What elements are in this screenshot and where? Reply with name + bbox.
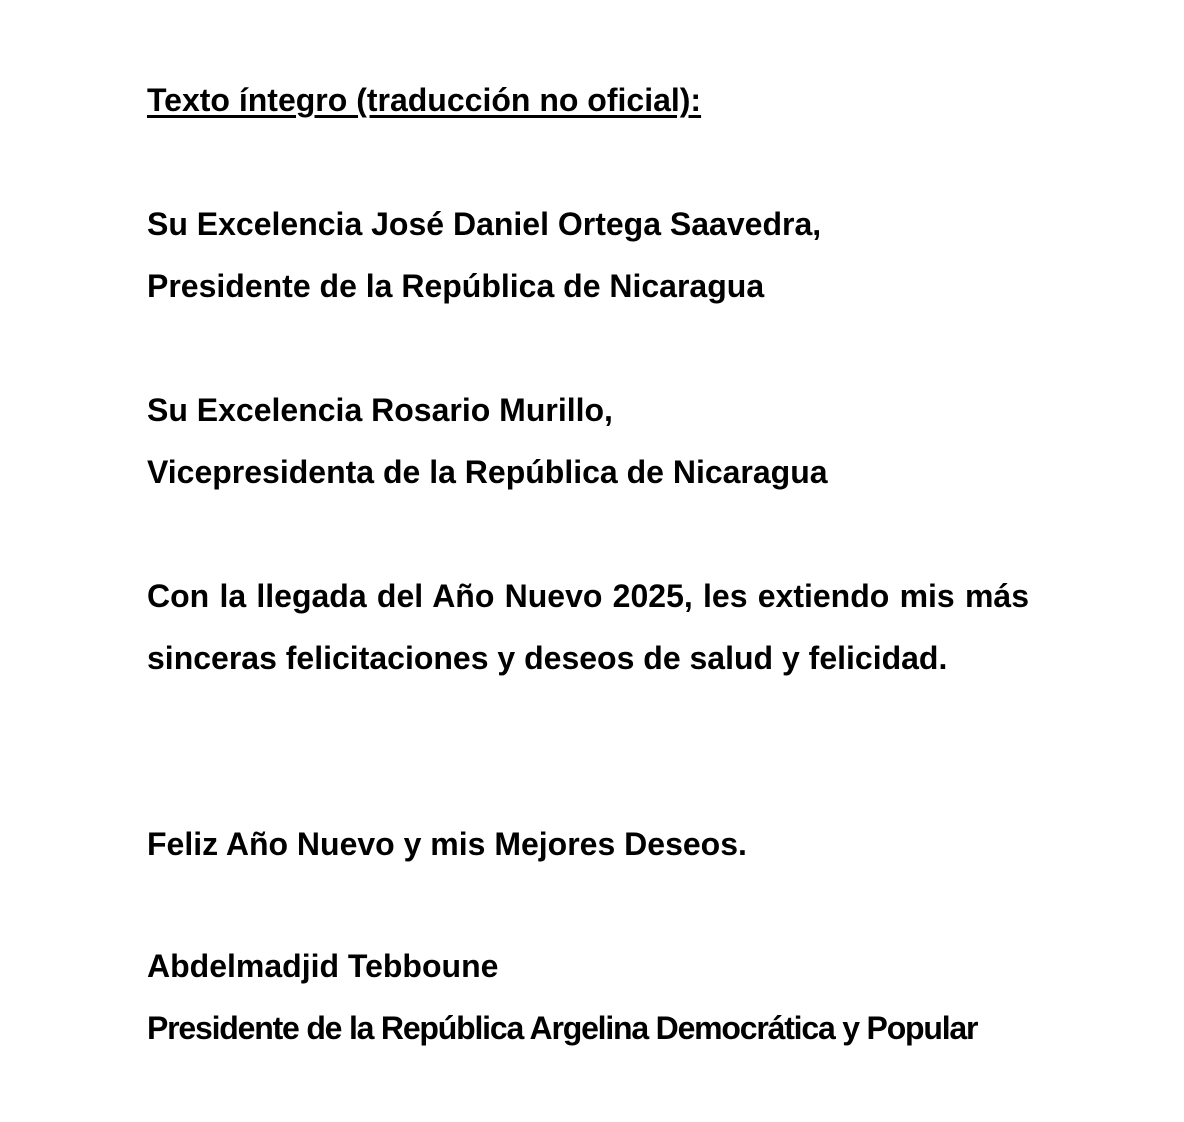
signature-title: Presidente de la República Argelina Democrática y Popular [147, 1010, 978, 1046]
closing-line: Feliz Año Nuevo y mis Mejores Deseos. [147, 826, 747, 862]
addressee-2-name: Su Excelencia Rosario Murillo, [147, 392, 613, 428]
addressee-1-name: Su Excelencia José Daniel Ortega Saavedra, [147, 206, 822, 242]
body-paragraph: Con la llegada del Año Nuevo 2025, les extiendo mis más sinceras felicitaciones y deseos de salud y felicidad. [147, 578, 1029, 676]
document-heading: Texto íntegro (traducción no oficial): [147, 82, 702, 118]
addressee-1-title: Presidente de la República de Nicaragua [147, 268, 765, 304]
addressee-2-title: Vicepresidenta de la República de Nicaragua [147, 454, 828, 490]
signature-name: Abdelmadjid Tebboune [147, 948, 499, 984]
